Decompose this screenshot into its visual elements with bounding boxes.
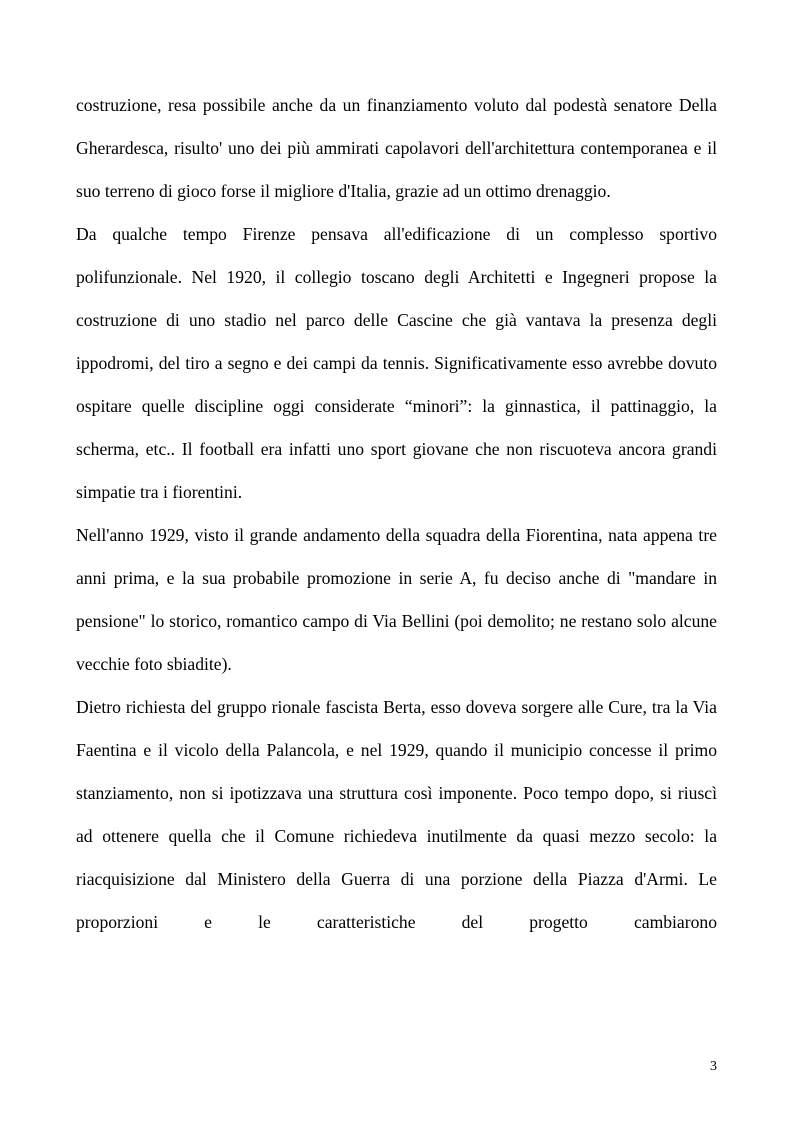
paragraph: Nell'anno 1929, visto il grande andamento della squadra della Fiorentina, nata appena tre anni prima, e la sua probabile promozione in serie A, fu deciso anche di "mandare in pensione" lo storico, romantico campo di Via Bellini (poi demolito; ne restano solo alcune vecchie foto sbiadite). <box>76 525 717 674</box>
paragraph: costruzione, resa possibile anche da un finanziamento voluto dal podestà senatore Della Gherardesca, risulto' uno dei più ammirati capolavori dell'architettura contemporanea e il suo terreno di gioco forse il migliore d'Italia, grazie ad un ottimo drenaggio. <box>76 95 717 201</box>
page-number: 3 <box>710 1059 717 1074</box>
paragraph: Dietro richiesta del gruppo rionale fascista Berta, esso doveva sorgere alle Cure, tra la Via Faentina e il vicolo della Palancola, e nel 1929, quando il municipio concesse il primo stanziamento, non si ipotizzava una struttura così imponente. Poco tempo dopo, si riuscì ad ottenere quella che il Comune richiedeva inutilmente da quasi mezzo secolo: la riacquisizione dal Ministero della Guerra di una porzione della Piazza d'Armi. Le proporzioni e le caratteristiche del progetto cambiarono <box>76 697 717 932</box>
paragraph: Da qualche tempo Firenze pensava all'edificazione di un complesso sportivo polifunzionale. Nel 1920, il collegio toscano degli Architetti e Ingegneri propose la costruzione di uno stadio nel parco delle Cascine che già vantava la presenza degli ippodromi, del tiro a segno e dei campi da tennis. Significativamente esso avrebbe dovuto ospitare quelle discipline oggi considerate “minori”: la ginnastica, il pattinaggio, la scherma, etc.. Il football era infatti uno sport giovane che non riscuoteva ancora grandi simpatie tra i fiorentini. <box>76 224 717 502</box>
body-text <box>76 84 717 944</box>
